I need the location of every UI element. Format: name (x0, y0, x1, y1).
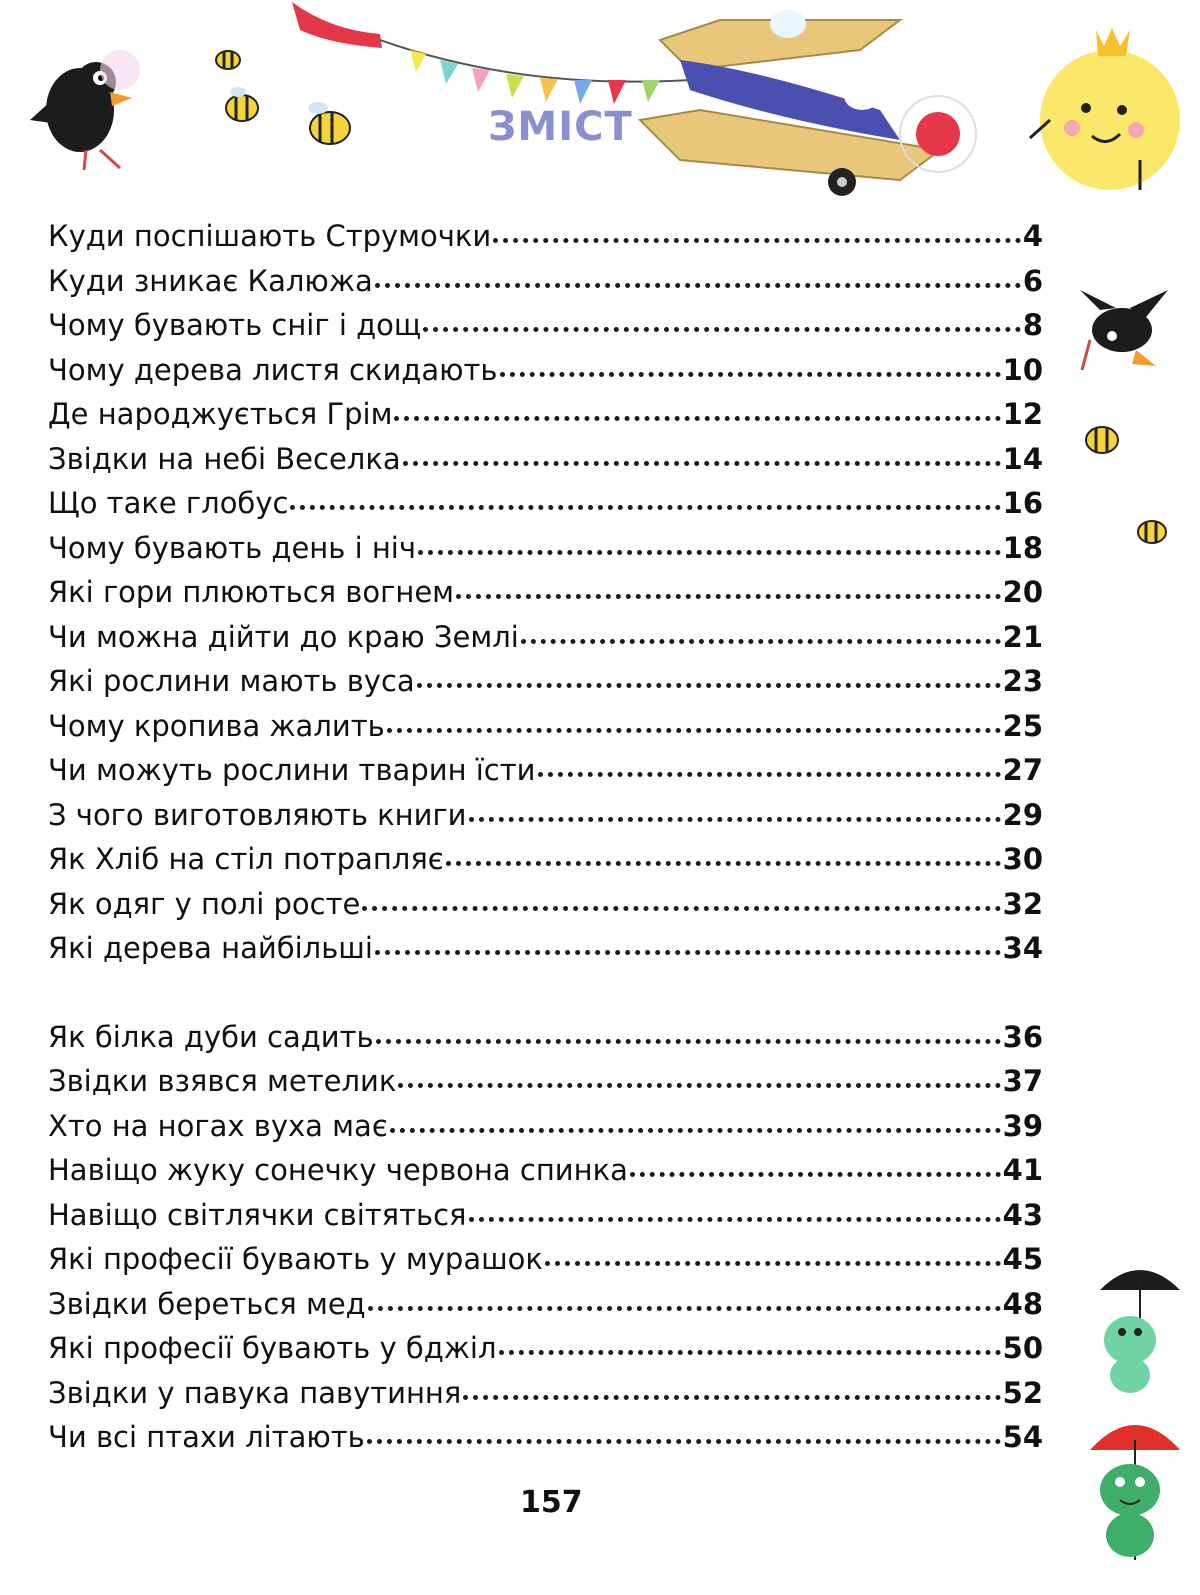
bee-icon (216, 51, 240, 69)
crow-illustration (1080, 290, 1168, 370)
toc-entry-title: Які дерева найбільші (48, 931, 373, 965)
toc-dot-leader (362, 906, 1000, 911)
toc-entry-title: Де народжується Грім (48, 397, 393, 431)
toc-entry[interactable] (48, 793, 1043, 838)
toc-entry[interactable] (48, 1326, 1043, 1371)
toc-dot-leader (446, 861, 1001, 866)
toc-entry[interactable] (48, 1237, 1043, 1282)
toc-entry-title: Звідки взявся метелик (48, 1064, 397, 1098)
toc-entry-page: 14 (1002, 441, 1043, 476)
toc-dot-leader (545, 1261, 1001, 1266)
toc-entry-title: Звідки у павука павутиння (48, 1375, 462, 1410)
toc-entry[interactable] (48, 748, 1043, 793)
toc-entry[interactable] (48, 1015, 1043, 1060)
sun-illustration (1030, 28, 1180, 190)
toc-entry-page: 48 (1002, 1286, 1043, 1321)
toc-entry-title: Навіщо світлячки світяться (48, 1197, 467, 1232)
toc-entry-page: 16 (1002, 486, 1043, 520)
toc-entry-page: 8 (1022, 308, 1043, 342)
toc-dot-leader (418, 550, 1001, 555)
toc-dot-leader (398, 1083, 1000, 1088)
page-title: ЗМІСТ (488, 104, 633, 150)
toc-entry-title: Чому бувають день і ніч (48, 530, 416, 565)
toc-entry-page: 41 (1002, 1153, 1043, 1187)
toc-dot-leader (493, 238, 1021, 243)
toc-entry-title: Звідки береться мед (48, 1286, 366, 1321)
toc-entry-title: Що таке глобус (48, 486, 289, 520)
toc-entry-page: 4 (1022, 219, 1043, 253)
toc-entry[interactable] (48, 1371, 1043, 1416)
toc-dot-leader (469, 817, 1001, 822)
toc-dot-leader (456, 594, 1001, 599)
toc-entry-title: Які рослини мають вуса (48, 664, 415, 698)
toc-entry-page: 50 (1002, 1331, 1043, 1365)
toc-entry[interactable] (48, 615, 1043, 660)
toc-entry-page: 21 (1002, 619, 1043, 654)
toc-entry[interactable] (48, 570, 1043, 615)
toc-entry-title: Як Хліб на стіл потрапляє (48, 842, 444, 876)
frogs-illustration (1080, 1190, 1200, 1590)
airplane-illustration (640, 10, 976, 196)
frog-with-red-umbrella (1090, 1425, 1180, 1560)
toc-entry-title: Які гори плюються вогнем (48, 575, 455, 609)
frog-with-black-umbrella (1100, 1270, 1180, 1393)
toc-entry-title: Куди поспішають Струмочки (48, 219, 492, 253)
toc-entry-page: 34 (1002, 931, 1043, 965)
toc-dot-leader (463, 1395, 1000, 1400)
red-pennant (292, 2, 382, 48)
toc-entry[interactable] (48, 1282, 1043, 1327)
toc-entry[interactable] (48, 481, 1043, 526)
bunting-flags (410, 50, 660, 104)
toc-entry-title: Звідки на небі Веселка (48, 441, 401, 476)
toc-entry-title: Які професії бувають у бджіл (48, 1331, 497, 1365)
toc-dot-leader (538, 772, 1001, 777)
toc-entry-title: Куди зникає Калюжа (48, 263, 373, 298)
toc-dot-leader (500, 372, 1001, 377)
toc-dot-leader (387, 728, 1001, 733)
toc-entry-title: Навіщо жуку сонечку червона спинка (48, 1153, 628, 1187)
side-illustration (1060, 270, 1200, 630)
toc-entry[interactable] (48, 214, 1043, 259)
toc-dot-leader (403, 461, 1001, 466)
toc-entry[interactable] (48, 392, 1043, 437)
toc-entry-page: 43 (1002, 1197, 1043, 1232)
toc-entry[interactable] (48, 303, 1043, 348)
toc-entry-page: 23 (1002, 664, 1043, 698)
toc-entry-page: 20 (1002, 575, 1043, 609)
toc-entry[interactable] (48, 1104, 1043, 1149)
toc-entry-page: 37 (1002, 1064, 1043, 1098)
toc-dot-leader (423, 327, 1021, 332)
toc-entry-title: Як білка дуби садить (48, 1019, 374, 1054)
toc-entry-page: 39 (1002, 1108, 1043, 1143)
toc-entry-page: 32 (1002, 886, 1043, 921)
toc-group (48, 214, 1043, 971)
toc-entry-title: Які професії бувають у мурашок (48, 1242, 543, 1276)
toc-dot-leader (375, 950, 1001, 955)
bee-icon (226, 87, 258, 121)
toc-entry[interactable] (48, 526, 1043, 571)
toc-entry[interactable] (48, 926, 1043, 971)
toc-entry-page: 27 (1002, 753, 1043, 787)
toc-entry-page: 6 (1022, 263, 1043, 298)
toc-entry-page: 18 (1002, 530, 1043, 565)
toc-dot-leader (417, 683, 1001, 688)
toc-entry[interactable] (48, 1193, 1043, 1238)
bunting-string (380, 40, 690, 82)
bee-icon (308, 102, 350, 144)
toc-entry-title: Чи можна дійти до краю Землі (48, 619, 519, 654)
toc-entry-page: 29 (1002, 797, 1043, 832)
toc-entry[interactable] (48, 837, 1043, 882)
toc-dot-leader (630, 1172, 1001, 1177)
toc-dot-leader (376, 1039, 1001, 1044)
toc-entry-title: Як одяг у полі росте (48, 886, 361, 921)
toc-entry-title: Чи можуть рослини тварин їсти (48, 753, 536, 787)
crow-illustration (30, 50, 140, 170)
toc-entry[interactable] (48, 704, 1043, 749)
toc-entry[interactable] (48, 259, 1043, 304)
toc-dot-leader (375, 283, 1021, 288)
toc-entry[interactable] (48, 1059, 1043, 1104)
toc-entry[interactable] (48, 882, 1043, 927)
table-of-contents (48, 214, 1043, 1460)
bee-icon (1086, 427, 1118, 453)
toc-entry[interactable] (48, 1415, 1043, 1460)
toc-entry-title: Хто на ногах вуха має (48, 1108, 388, 1143)
toc-group (48, 1015, 1043, 1460)
page-number: 157 (520, 1485, 583, 1520)
toc-dot-leader (368, 1306, 1001, 1311)
toc-entry-page: 12 (1002, 397, 1043, 431)
bee-icon (1138, 521, 1166, 543)
toc-entry[interactable] (48, 348, 1043, 393)
toc-dot-leader (390, 1128, 1001, 1133)
toc-entry-title: Чому бувають сніг і дощ (48, 308, 422, 342)
toc-entry[interactable] (48, 1148, 1043, 1193)
toc-entry-title: З чого виготовляють книги (48, 797, 467, 832)
toc-entry-page: 45 (1002, 1242, 1043, 1276)
toc-dot-leader (521, 639, 1001, 644)
toc-entry[interactable] (48, 437, 1043, 482)
toc-dot-leader (499, 1350, 1001, 1355)
toc-entry-page: 52 (1002, 1375, 1043, 1410)
toc-entry-page: 25 (1002, 708, 1043, 743)
toc-dot-leader (290, 505, 1000, 510)
toc-dot-leader (469, 1217, 1001, 1222)
toc-entry-title: Чому дерева листя скидають (48, 352, 498, 387)
toc-dot-leader (394, 416, 1000, 421)
toc-entry-page: 10 (1002, 352, 1043, 387)
toc-entry-page: 30 (1002, 842, 1043, 876)
toc-entry-title: Чи всі птахи літають (48, 1420, 365, 1454)
toc-entry-title: Чому кропива жалить (48, 708, 385, 743)
toc-entry[interactable] (48, 659, 1043, 704)
toc-entry-page: 54 (1002, 1420, 1043, 1454)
toc-entry-page: 36 (1002, 1019, 1043, 1054)
toc-dot-leader (367, 1439, 1001, 1444)
